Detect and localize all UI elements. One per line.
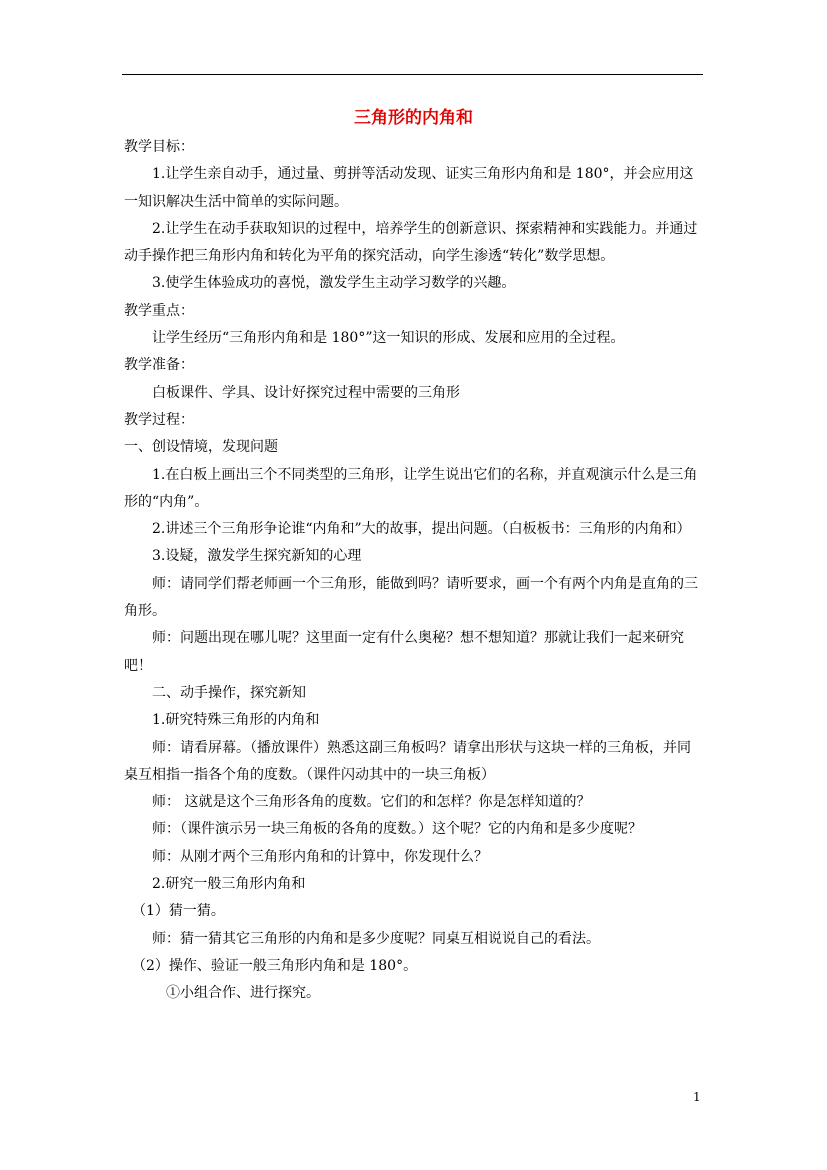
- text-line: 师：请同学们帮老师画一个三角形，能做到吗？请听要求，画一个有两个内角是直角的三角形。: [124, 575, 698, 620]
- text-line: 师： 这就是这个三角形各角的度数。它们的和怎样？你是怎样知道的？: [152, 794, 591, 811]
- text-line: 师：猜一猜其它三角形的内角和是多少度呢？同桌互相说说自己的看法。: [152, 930, 600, 947]
- text-line: 1.研究特殊三角形的内角和: [152, 712, 320, 729]
- text-line: （1）猜一猜。: [132, 903, 225, 920]
- text-line: 二、动手操作，探究新知: [152, 684, 306, 701]
- text-line: 教学目标：: [124, 139, 194, 155]
- text-line: ①小组合作、进行探究。: [166, 985, 320, 1002]
- header-rule: [122, 74, 703, 75]
- text-line: 2.研究一般三角形内角和: [152, 876, 306, 893]
- text-line: 师：从刚才两个三角形内角和的计算中，你发现什么？: [152, 848, 488, 865]
- text-line: 师：请看屏幕。（播放课件）熟悉这副三角板吗？请拿出形状与这块一样的三角板，并同桌互相指一指各个角的度数。（课件闪动其中的一块三角板）: [124, 739, 691, 783]
- text-line: 一、创设情境，发现问题: [124, 439, 278, 456]
- text-line: 教学重点：: [124, 302, 194, 319]
- page-number: 1: [693, 1090, 701, 1104]
- text-line: 2.讲述三个三角形争论谁“内角和”大的故事，提出问题。（白板板书：三角形的内角和）: [152, 521, 691, 538]
- text-line: 白板课件、学具、设计好探究过程中需要的三角形: [152, 384, 460, 401]
- text-line: （2）操作、验证一般三角形内角和是 180°。: [132, 957, 418, 974]
- text-line: 教学准备：: [124, 357, 194, 374]
- text-line: 师：问题出现在哪儿呢？这里面一定有什么奥秘？想不想知道？那就让我们一起来研究吧！: [124, 630, 684, 674]
- text-line: 让学生经历“三角形内角和是 180°”这一知识的形成、发展和应用的全过程。: [152, 330, 625, 347]
- document-body: [124, 134, 704, 1008]
- text-line: 3.使学生体验成功的喜悦，激发学生主动学习数学的兴趣。: [152, 275, 516, 292]
- document-title: 三角形的内角和: [354, 108, 473, 128]
- text-line: 教学过程：: [124, 411, 194, 428]
- text-line: 1.让学生亲自动手，通过量、剪拼等活动发现、证实三角形内角和是 180°，并会应用这一知识解决生活中简单的实际问题。: [124, 166, 694, 210]
- text-line: 1.在白板上画出三个不同类型的三角形，让学生说出它们的名称，并直观演示什么是三角形的“内角”。: [124, 466, 698, 510]
- text-line: 2.让学生在动手获取知识的过程中，培养学生的创新意识、探索精神和实践能力。并通过动手操作把三角形内角和转化为平角的探究活动，向学生渗透“转化”数学思想。: [124, 220, 698, 265]
- text-line: 3.设疑，激发学生探究新知的心理: [152, 548, 362, 565]
- text-line: 师：（课件演示另一块三角板的各角的度数。）这个呢？它的内角和是多少度呢？: [152, 821, 642, 838]
